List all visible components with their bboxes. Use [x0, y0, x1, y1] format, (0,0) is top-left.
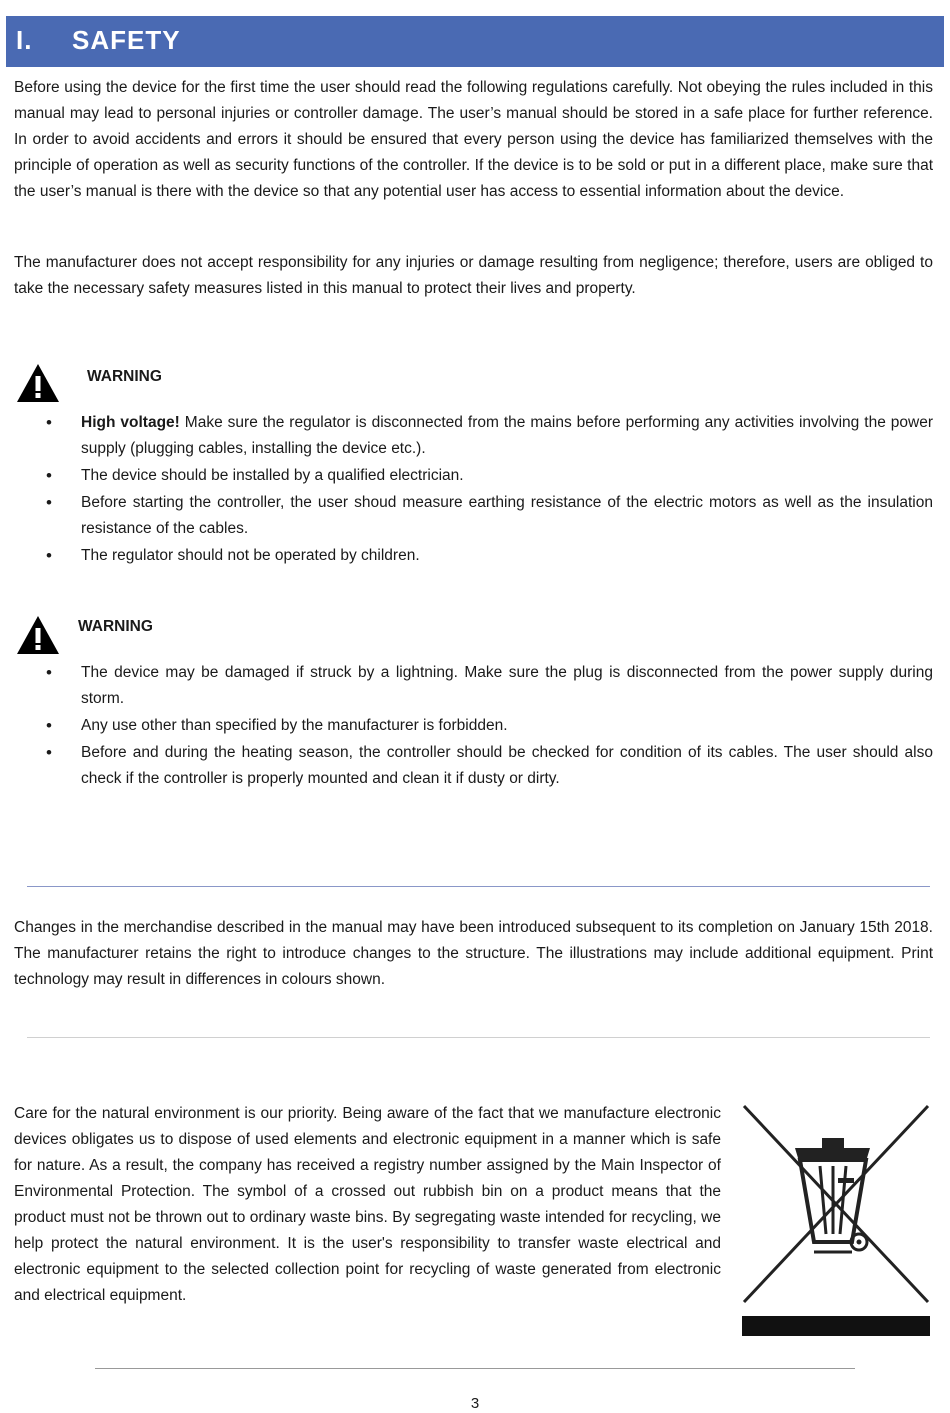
- divider: [27, 886, 930, 887]
- warning-list-item: [40, 660, 933, 712]
- warning-list-1: [40, 410, 933, 570]
- crossed-out-bin-icon: [740, 1102, 932, 1338]
- warning-triangle-icon: [15, 614, 61, 656]
- divider: [27, 1037, 930, 1038]
- warning-item-text: The device should be installed by a qualified electrician.: [81, 467, 464, 484]
- warning-list-item: [40, 463, 933, 489]
- section-number: I.: [16, 25, 33, 55]
- warning-list-2: [40, 660, 933, 793]
- warning-item-text: Before starting the controller, the user shoud measure earthing resistance of the electric motors as well as the insulation resistance of the cables.: [81, 494, 933, 537]
- section-title: SAFETY: [72, 25, 181, 55]
- warning-list-item: [40, 543, 933, 569]
- warning-title-2: WARNING: [78, 618, 153, 635]
- warning-item-text: The device may be damaged if struck by a lightning. Make sure the plug is disconnected from the power supply during storm.: [81, 664, 933, 707]
- intro-paragraph-1: Before using the device for the first time the user should read the following regulations carefully. Not obeying the rules included in this manual may lead to personal injuries or controller damage. The user’s manual should be stored in a safe place for further reference. In order to avoid accidents and errors it should be ensured that every person using the device has familiarized themselves with the principle of operation as well as security functions of the controller. If the device is to be sold or put in a different place, make sure that the user’s manual is there with the device so that any potential user has access to essential information about the device.: [14, 79, 933, 200]
- warning-list-item: [40, 410, 933, 462]
- environment-paragraph: Care for the natural environment is our priority. Being aware of the fact that we manufacture electronic devices obligates us to dispose of used elements and electronic equipment in a manner which is safe for nature. As a result, the company has received a registry number assigned by the Main Inspector of Environmental Protection. The symbol of a crossed out rubbish bin on a product means that the product must not be thrown out to ordinary waste bins. By segregating waste intended for recycling, we help protect the natural environment. It is the user's responsibility to transfer waste electrical and electronic equipment to the selected collection point for recycling of waste generated from electronic and electrical equipment.: [14, 1105, 721, 1304]
- warning-triangle-icon: [15, 362, 61, 404]
- warning-list-item: [40, 740, 933, 792]
- intro-paragraph-2: The manufacturer does not accept responsibility for any injuries or damage resulting from negligence; therefore, users are obliged to take the necessary safety measures listed in this manual to protect their lives and property.: [14, 254, 933, 297]
- section-header: [6, 16, 944, 67]
- warning-item-text: Make sure the regulator is disconnected from the mains before performing any activities involving the power supply (plugging cables, installing the device etc.).: [81, 414, 933, 457]
- warning-item-text: The regulator should not be operated by children.: [81, 547, 420, 564]
- warning-item-text: Any use other than specified by the manufacturer is forbidden.: [81, 717, 508, 734]
- warning-list-item: [40, 490, 933, 542]
- changes-paragraph: Changes in the merchandise described in the manual may have been introduced subsequent to its completion on January 15th 2018. The manufacturer retains the right to introduce changes to the structure. The illustrations may include additional equipment. Print technology may result in differences in colours shown.: [14, 919, 933, 988]
- warning-emphasis: High voltage!: [81, 414, 180, 431]
- warning-item-text: Before and during the heating season, the controller should be checked for condition of its cables. The user should also check if the controller is properly mounted and clean it if dusty or dirty.: [81, 744, 933, 787]
- footer-rule: [95, 1368, 855, 1369]
- warning-title-1: WARNING: [87, 368, 162, 385]
- page-number: 3: [470, 1395, 480, 1412]
- warning-list-item: [40, 713, 933, 739]
